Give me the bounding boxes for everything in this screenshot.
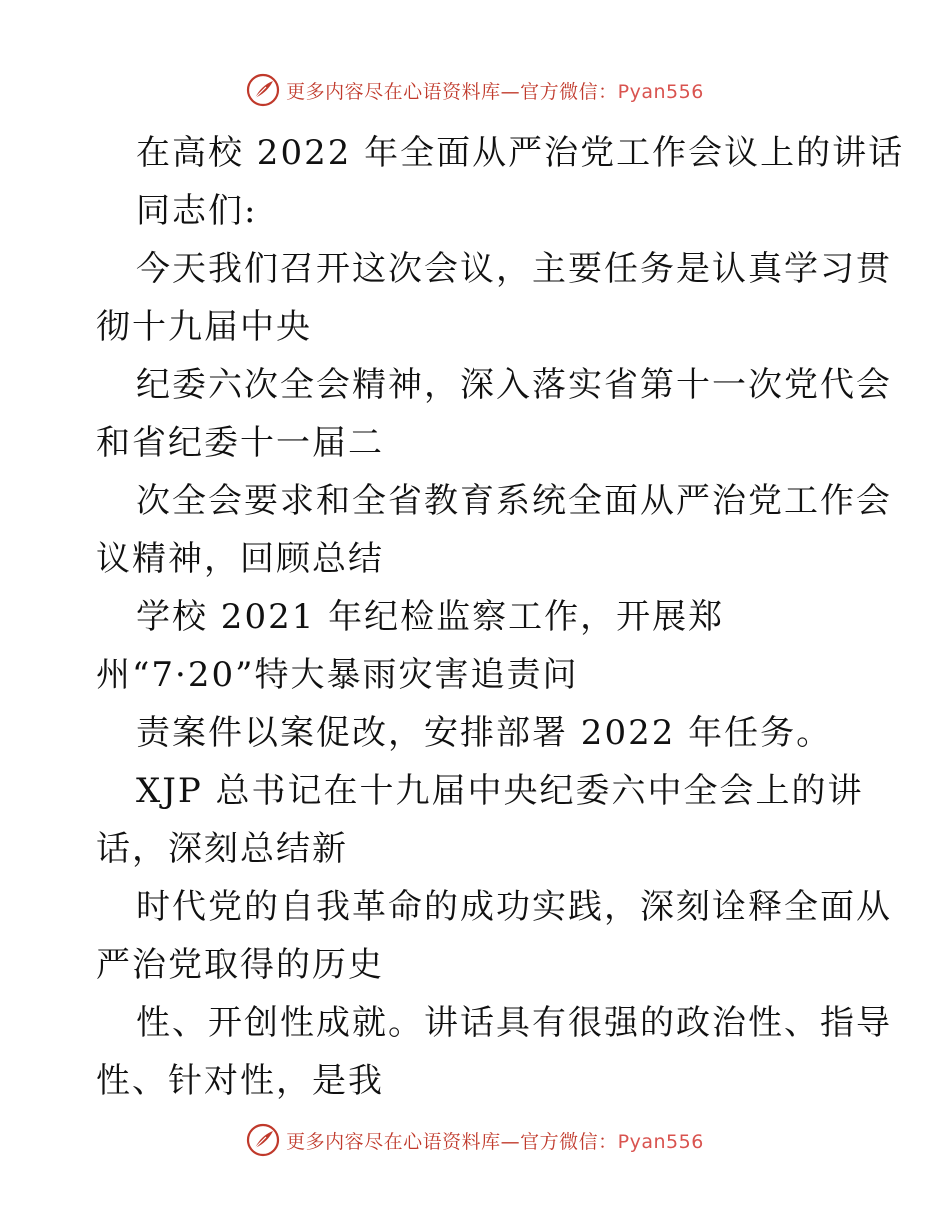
text-line: 议精神，回顾总结	[96, 539, 384, 579]
text-line: 性、针对性，是我	[96, 1061, 384, 1101]
text-line: 纪委六次全会精神，深入落实省第十一次党代会	[136, 365, 892, 405]
text-line: 在高校 2022 年全面从严治党工作会议上的讲话	[136, 133, 905, 173]
text-line: 性、开创性成就。讲话具有很强的政治性、指导	[136, 1003, 892, 1043]
watermark-handle: Pyan556	[617, 80, 704, 103]
text-line: 话，深刻总结新	[96, 829, 348, 869]
feather-quill-logo-icon	[246, 1123, 280, 1157]
footer-watermark	[0, 1120, 950, 1160]
text-line: 和省纪委十一届二	[96, 423, 384, 463]
text-line: 彻十九届中央	[96, 307, 312, 347]
text-line: 次全会要求和全省教育系统全面从严治党工作会	[136, 481, 892, 521]
watermark-text: 更多内容尽在心语资料库—官方微信：Pyan556	[286, 1130, 704, 1153]
document-body	[96, 124, 905, 1110]
feather-quill-logo-icon	[246, 73, 280, 107]
text-line: 时代党的自我革命的成功实践，深刻诠释全面从	[136, 887, 892, 927]
header-watermark	[0, 70, 950, 110]
text-line: 责案件以案促改，安排部署 2022 年任务。	[136, 713, 833, 753]
text-line: 州“7·20”特大暴雨灾害追责问	[96, 655, 579, 695]
text-line: 学校 2021 年纪检监察工作，开展郑	[136, 597, 725, 637]
text-line: 严治党取得的历史	[96, 945, 384, 985]
watermark-handle: Pyan556	[617, 1130, 704, 1153]
text-line: 今天我们召开这次会议，主要任务是认真学习贯	[136, 249, 892, 289]
text-line: 同志们:	[136, 191, 258, 231]
watermark-text: 更多内容尽在心语资料库—官方微信：Pyan556	[286, 80, 704, 103]
text-line: XJP 总书记在十九届中央纪委六中全会上的讲	[136, 771, 864, 811]
